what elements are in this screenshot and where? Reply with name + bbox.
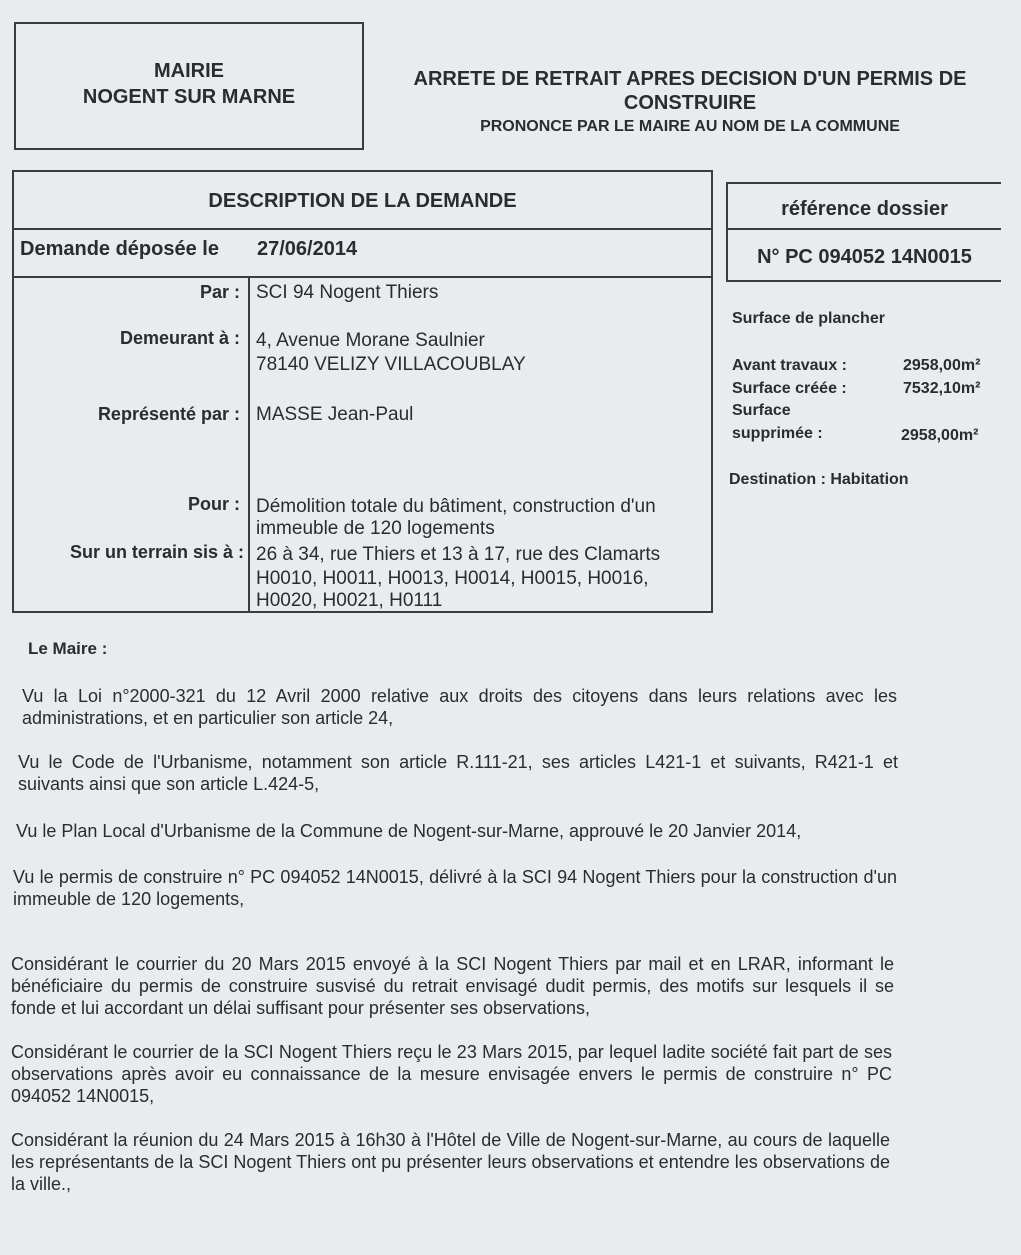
- pour-label: Pour :: [188, 494, 240, 514]
- paragraph-plu: Vu le Plan Local d'Urbanisme de la Commune de Nogent-sur-Marne, approuvé le 20 Janvier 2014,: [16, 821, 802, 841]
- terrain-line3: H0020, H0021, H0111: [256, 590, 443, 611]
- divider: [248, 276, 250, 613]
- pour-line2: immeuble de 120 logements: [256, 518, 495, 539]
- reference-heading: référence dossier: [781, 198, 948, 220]
- paragraph-code-urbanisme: Vu le Code de l'Urbanisme, notamment son article R.111-21, ses articles L421-1 et suivants, R421-1 et suivants ainsi que son article L.424-5,: [18, 752, 898, 794]
- mairie-line1: MAIRIE: [154, 60, 224, 82]
- le-maire-heading: Le Maire :: [28, 639, 108, 658]
- paragraph-reunion: Considérant la réunion du 24 Mars 2015 à 16h30 à l'Hôtel de Ville de Nogent-sur-Marne, au cours de laquelle les représentants de la SCI Nogent Thiers ont pu présenter leurs observations et entendre les observations de la ville.,: [11, 1130, 890, 1194]
- represente-label: Représenté par :: [97, 404, 240, 424]
- date-label: Demande déposée le: [20, 238, 219, 260]
- demeurant-label: Demeurant à :: [119, 328, 240, 348]
- mairie-line2: NOGENT SUR MARNE: [82, 86, 296, 108]
- date-value: 27/06/2014: [257, 238, 358, 260]
- creee-value: 7532,10m²: [903, 380, 981, 397]
- par-value: SCI 94 Nogent Thiers: [256, 282, 439, 303]
- avant-label: Avant travaux :: [732, 357, 847, 374]
- document-title: [380, 67, 1000, 115]
- divider: [12, 228, 713, 230]
- mairie-name: [14, 58, 364, 110]
- par-label: Par :: [199, 282, 240, 302]
- pour-line1: Démolition totale du bâtiment, construction d'un: [256, 496, 656, 517]
- terrain-label: Sur un terrain sis à :: [69, 542, 244, 562]
- supprimee-label-2: supprimée :: [732, 425, 823, 442]
- supprimee-label-1: Surface: [732, 402, 791, 419]
- represente-value: MASSE Jean-Paul: [256, 404, 414, 425]
- divider: [726, 280, 1001, 282]
- demeurant-line2: 78140 VELIZY VILLACOUBLAY: [256, 354, 526, 375]
- description-heading: DESCRIPTION DE LA DEMANDE: [208, 190, 517, 212]
- surface-heading: Surface de plancher: [732, 310, 885, 327]
- title-line1: ARRETE DE RETRAIT APRES DECISION D'UN PERMIS DE: [413, 68, 967, 90]
- paragraph-courrier-23-mars: Considérant le courrier de la SCI Nogent Thiers reçu le 23 Mars 2015, par lequel ladite société fait part de ses observations après avoir eu connaissance de la mesure envisagée envers le permis de construire n° PC 094052 14N0015,: [11, 1042, 892, 1106]
- terrain-line2: H0010, H0011, H0013, H0014, H0015, H0016,: [256, 568, 649, 589]
- creee-label: Surface créée :: [732, 380, 847, 397]
- destination: Destination : Habitation: [729, 471, 909, 488]
- paragraph-courrier-20-mars: Considérant le courrier du 20 Mars 2015 envoyé à la SCI Nogent Thiers par mail et en LRAR, informant le bénéficiaire du permis de construire susvisé du retrait envisagé dudit permis, des motifs sur lesquels il se fonde et lui accordant un délai suffisant pour présenter ses observations,: [11, 954, 894, 1018]
- divider: [726, 228, 1001, 230]
- reference-number: N° PC 094052 14N0015: [757, 246, 972, 268]
- demeurant-line1: 4, Avenue Morane Saulnier: [256, 330, 485, 351]
- divider: [726, 182, 1001, 184]
- terrain-line1: 26 à 34, rue Thiers et 13 à 17, rue des Clamarts: [256, 544, 661, 565]
- paragraph-loi: Vu la Loi n°2000-321 du 12 Avril 2000 relative aux droits des citoyens dans leurs relations avec les administrations, et en particulier son article 24,: [22, 686, 897, 728]
- divider: [12, 276, 713, 278]
- avant-value: 2958,00m²: [903, 357, 981, 374]
- title-line2: CONSTRUIRE: [623, 92, 757, 114]
- paragraph-permis: Vu le permis de construire n° PC 094052 14N0015, délivré à la SCI 94 Nogent Thiers pour la construction d'un immeuble de 120 logements,: [13, 867, 897, 909]
- supprimee-value: 2958,00m²: [901, 427, 979, 444]
- document-subtitle: PRONONCE PAR LE MAIRE AU NOM DE LA COMMUNE: [480, 118, 900, 135]
